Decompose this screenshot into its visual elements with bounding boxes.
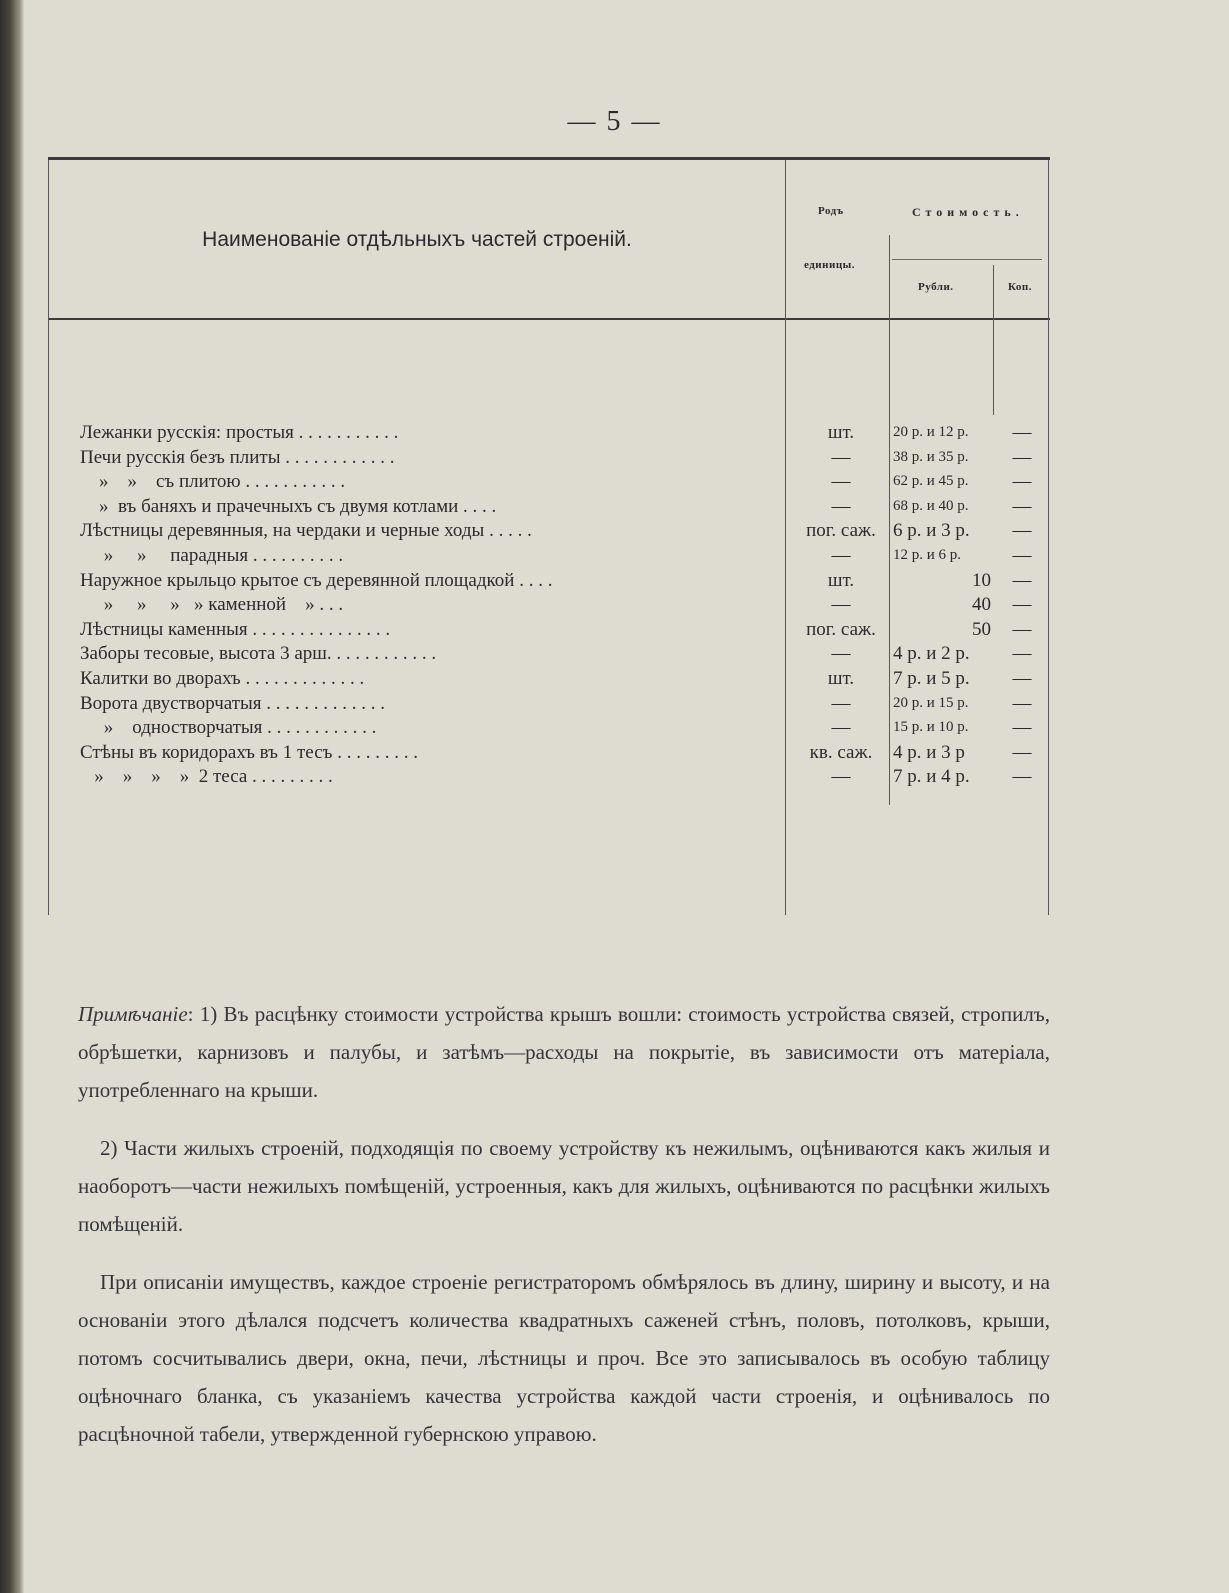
row-name: Наружное крыльцо крытое съ деревянной площадкой . . . . xyxy=(80,569,553,591)
row-kopecks: — xyxy=(1012,545,1032,566)
row-unit: пог. саж. xyxy=(806,618,876,640)
body-paragraph: При описаніи имуществъ, каждое строеніе регистраторомъ обмѣрялось въ длину, ширину и высоту, и на основаніи этого дѣлался подсчетъ количества квадратныхъ саженей стѣнъ, половъ, потолковъ, крыши, потомъ сосчитывались двери, окна, печи, лѣстницы и проч. Все это записывалось въ особую таблицу оцѣночнаго бланка, съ указаніемъ качества устройства каждой части строенія, и оцѣнивалось по расцѣночной табели, утвержденной губернскою управою. xyxy=(78,1270,1050,1446)
row-name: Лѣстницы деревянныя, на чердаки и черные ходы . . . . . xyxy=(80,520,532,542)
row-name: Печи русскія безъ плиты . . . . . . . . . . . . xyxy=(80,446,395,468)
row-name: » » » » 2 теса . . . . . . . . . xyxy=(80,766,333,788)
page-number: — 5 — xyxy=(567,106,662,137)
row-rubles: 40 xyxy=(972,594,991,616)
row-kopecks: — xyxy=(1012,766,1032,788)
table-row xyxy=(0,592,1229,617)
row-kopecks: — xyxy=(1012,594,1032,616)
row-rubles: 15 р. и 10 р. xyxy=(893,719,969,736)
row-kopecks: — xyxy=(1012,446,1032,468)
row-unit: — xyxy=(831,717,851,739)
table-row xyxy=(0,764,1229,789)
table-row xyxy=(0,740,1229,765)
row-unit: — xyxy=(831,446,851,468)
row-unit: — xyxy=(831,766,851,788)
row-unit: шт. xyxy=(827,668,855,689)
row-unit: — xyxy=(831,692,851,714)
table-row xyxy=(0,641,1229,666)
row-kopecks: — xyxy=(1012,692,1032,714)
note-1 xyxy=(78,995,1050,1109)
row-rubles: 4 р. и 2 р. xyxy=(893,643,970,665)
row-rubles: 7 р. и 5 р. xyxy=(893,668,970,689)
note-2: 2) Части жилыхъ строеній, подходящія по своему устройству къ нежилымъ, оцѣниваются какъ жилыя и наоборотъ—части нежилыхъ помѣщеній, устроенныя, какъ для жилыхъ, оцѣниваются по расцѣнки жилыхъ помѣщеній. xyxy=(78,1136,1050,1236)
row-rubles: 10 xyxy=(972,569,991,591)
row-kopecks: — xyxy=(1012,495,1032,517)
row-unit: пог. саж. xyxy=(806,520,876,542)
header-kopecks: Коп. xyxy=(1008,281,1033,293)
row-unit: шт. xyxy=(827,422,855,443)
table-row xyxy=(0,469,1229,494)
row-unit: шт. xyxy=(827,569,855,591)
row-kopecks: — xyxy=(1012,569,1032,591)
row-rubles: 20 р. и 12 р. xyxy=(893,424,969,440)
row-rubles: 6 р. и 3 р. xyxy=(893,520,970,542)
table-row xyxy=(0,568,1229,593)
kopecks-column-divider xyxy=(993,265,994,415)
row-name: » » парадныя . . . . . . . . . . xyxy=(80,545,344,566)
table-row xyxy=(0,420,1229,445)
table-row xyxy=(0,715,1229,740)
row-kopecks: — xyxy=(1012,471,1032,493)
row-rubles: 50 xyxy=(972,618,991,640)
row-unit: — xyxy=(831,643,851,665)
table-top-rule xyxy=(48,157,1050,160)
row-kopecks: — xyxy=(1012,422,1032,443)
row-name: Заборы тесовые, высота 3 арш. . . . . . . . . . . . xyxy=(80,643,437,665)
row-name: » » » » каменной » . . . xyxy=(80,594,344,616)
notes-section xyxy=(78,995,1050,1473)
table-row xyxy=(0,543,1229,568)
table-row xyxy=(0,518,1229,543)
row-rubles: 38 р. и 35 р. xyxy=(893,448,969,465)
header-name: Наименованіе отдѣльныхъ частей строеній. xyxy=(202,228,632,251)
row-name: Лѣстницы каменныя . . . . . . . . . . . . . . . xyxy=(80,618,391,640)
table-row xyxy=(0,494,1229,519)
header-unit-line2: единицы. xyxy=(804,259,855,271)
row-name: » одностворчатыя . . . . . . . . . . . . xyxy=(80,717,377,739)
header-bottom-rule xyxy=(48,318,1050,320)
row-unit: — xyxy=(831,594,851,616)
cost-subheader-rule xyxy=(892,259,1042,260)
row-kopecks: — xyxy=(1012,717,1032,739)
row-rubles: 12 р. и 6 р. xyxy=(893,547,962,563)
book-binding xyxy=(0,0,24,1593)
row-kopecks: — xyxy=(1012,618,1032,640)
note-label: Примѣчаніе xyxy=(78,1002,188,1026)
note-1-text: : 1) Въ расцѣнку стоимости устройства крышъ вошли: стоимость устройства связей, стропилъ, обрѣшетки, карнизовъ и палубы, и затѣмъ—расходы на покрытіе, въ зависимости отъ матеріала, употребленнаго на крыши. xyxy=(78,1002,1050,1102)
table-row xyxy=(0,666,1229,691)
row-kopecks: — xyxy=(1012,643,1032,665)
row-unit: кв. саж. xyxy=(809,741,873,763)
row-kopecks: — xyxy=(1012,520,1032,542)
row-name: » въ баняхъ и прачечныхъ съ двумя котлами . . . . xyxy=(80,495,497,517)
header-unit-line1: Родъ xyxy=(818,205,844,217)
header-cost: Стоимость. xyxy=(912,205,1024,219)
row-unit: — xyxy=(831,495,851,517)
row-name: Стѣны въ коридорахъ въ 1 тесъ . . . . . . . . . xyxy=(80,741,418,763)
row-rubles: 62 р. и 45 р. xyxy=(893,473,969,490)
row-rubles: 68 р. и 40 р. xyxy=(893,497,969,514)
table-row xyxy=(0,691,1229,716)
row-name: » » съ плитою . . . . . . . . . . . xyxy=(80,471,346,493)
row-unit: — xyxy=(831,471,851,493)
row-name: Калитки во дворахъ . . . . . . . . . . . . . xyxy=(80,668,365,689)
row-rubles: 4 р. и 3 р xyxy=(893,741,965,763)
table-row xyxy=(0,617,1229,642)
row-unit: — xyxy=(831,545,851,566)
row-rubles: 7 р. и 4 р. xyxy=(893,766,970,788)
row-name: Ворота двустворчатыя . . . . . . . . . . . . . xyxy=(80,692,386,714)
table-row xyxy=(0,445,1229,470)
header-rubles: Рубли. xyxy=(918,281,954,293)
row-kopecks: — xyxy=(1012,741,1032,763)
row-rubles: 20 р. и 15 р. xyxy=(893,694,969,711)
row-name: Лежанки русскія: простыя . . . . . . . . . . . xyxy=(80,422,399,443)
row-kopecks: — xyxy=(1012,668,1032,689)
